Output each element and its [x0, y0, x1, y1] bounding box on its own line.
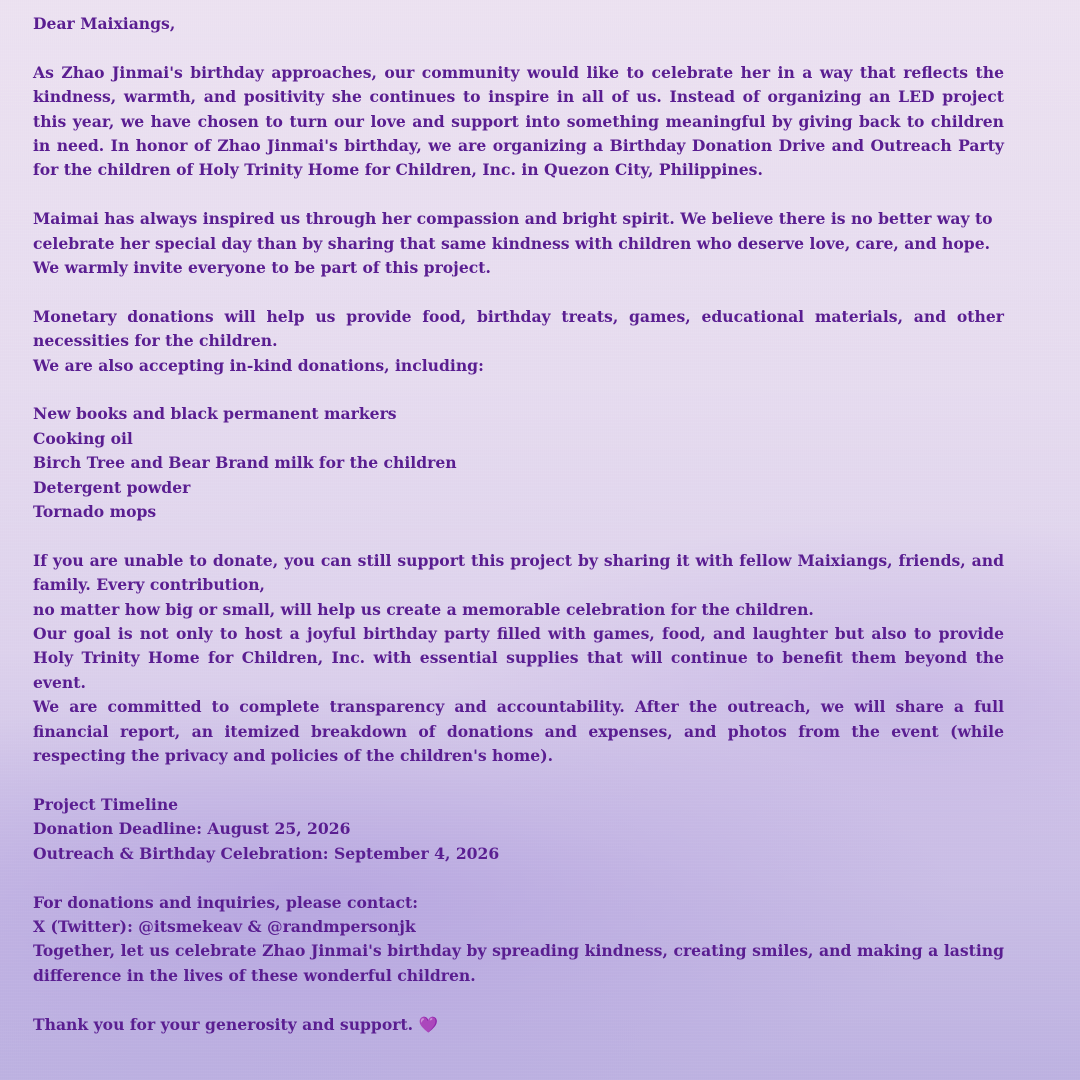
- inkind-item: Tornado mops: [33, 502, 157, 522]
- transparency-paragraph: We are committed to complete transparency and accountability. After the outreach, we will share a full financial report, an itemized breakdown of donations and expenses, and photos from the event (while respecting the privacy and policies of the children's home).: [33, 697, 1004, 766]
- intro-paragraph: As Zhao Jinmai's birthday approaches, our community would like to celebrate her in a way that reflects the kindness, warmth, and positivity she continues to inspire in all of us. Instead of organizing an LED project this year, we have chosen to turn our love and support into something meaningful by giving back to children in need. In honor of Zhao Jinmai's birthday, we are organizing a Birthday Donation Drive and Outreach Party for the children of Holy Trinity Home for Children, Inc. in Quezon City, Philippines.: [33, 62, 1004, 180]
- inkind-item: New books and black permanent markers: [33, 404, 397, 424]
- inkind-intro: We are also accepting in-kind donations, including:: [33, 355, 484, 375]
- donation-letter: [33, 12, 1004, 1037]
- thanks-line: [33, 1013, 1004, 1037]
- support-continuation: no matter how big or small, will help us create a memorable celebration for the children.: [33, 599, 814, 619]
- timeline-celebration: Outreach & Birthday Celebration: September 4, 2026: [33, 843, 500, 863]
- spacer: [33, 36, 1004, 60]
- inspiration-paragraph: Maimai has always inspired us through her compassion and bright spirit. We believe there is no better way to celebrate her special day than by sharing that same kindness with children who deserve love, care, and hope.: [33, 209, 993, 253]
- inkind-item: Birch Tree and Bear Brand milk for the children: [33, 453, 457, 473]
- support-paragraph: If you are unable to donate, you can still support this project by sharing it with fellow Maixiangs, friends, and family. Every contribution,: [33, 550, 1004, 595]
- closing-paragraph: Together, let us celebrate Zhao Jinmai's birthday by spreading kindness, creating smiles, and making a lasting difference in the lives of these wonderful children.: [33, 941, 1004, 985]
- inkind-item: Detergent powder: [33, 477, 191, 497]
- contact-intro: For donations and inquiries, please contact:: [33, 892, 418, 912]
- spacer: [33, 988, 1004, 1012]
- inkind-item: Cooking oil: [33, 428, 133, 448]
- salutation: Dear Maixiangs,: [33, 14, 176, 33]
- spacer: [33, 280, 1004, 304]
- spacer: [33, 183, 1004, 207]
- timeline-title: Project Timeline: [33, 794, 179, 814]
- contact-handles: X (Twitter): @itsmekeav & @randmpersonjk: [33, 916, 416, 936]
- timeline-deadline: Donation Deadline: August 25, 2026: [33, 819, 351, 839]
- spacer: [33, 524, 1004, 548]
- spacer: [33, 866, 1004, 890]
- spacer: [33, 769, 1004, 793]
- spacer: [33, 378, 1004, 402]
- purple-heart-icon: 💜: [418, 1015, 438, 1034]
- monetary-paragraph: Monetary donations will help us provide food, birthday treats, games, educational materials, and other necessities for the children.: [33, 306, 1004, 351]
- goal-paragraph: Our goal is not only to host a joyful birthday party filled with games, food, and laughter but also to provide Holy Trinity Home for Children, Inc. with essential supplies that will continue to benefit them beyond the event.: [33, 624, 1004, 692]
- thanks-text: Thank you for your generosity and support.: [33, 1014, 414, 1034]
- invite-line: We warmly invite everyone to be part of this project.: [33, 258, 491, 278]
